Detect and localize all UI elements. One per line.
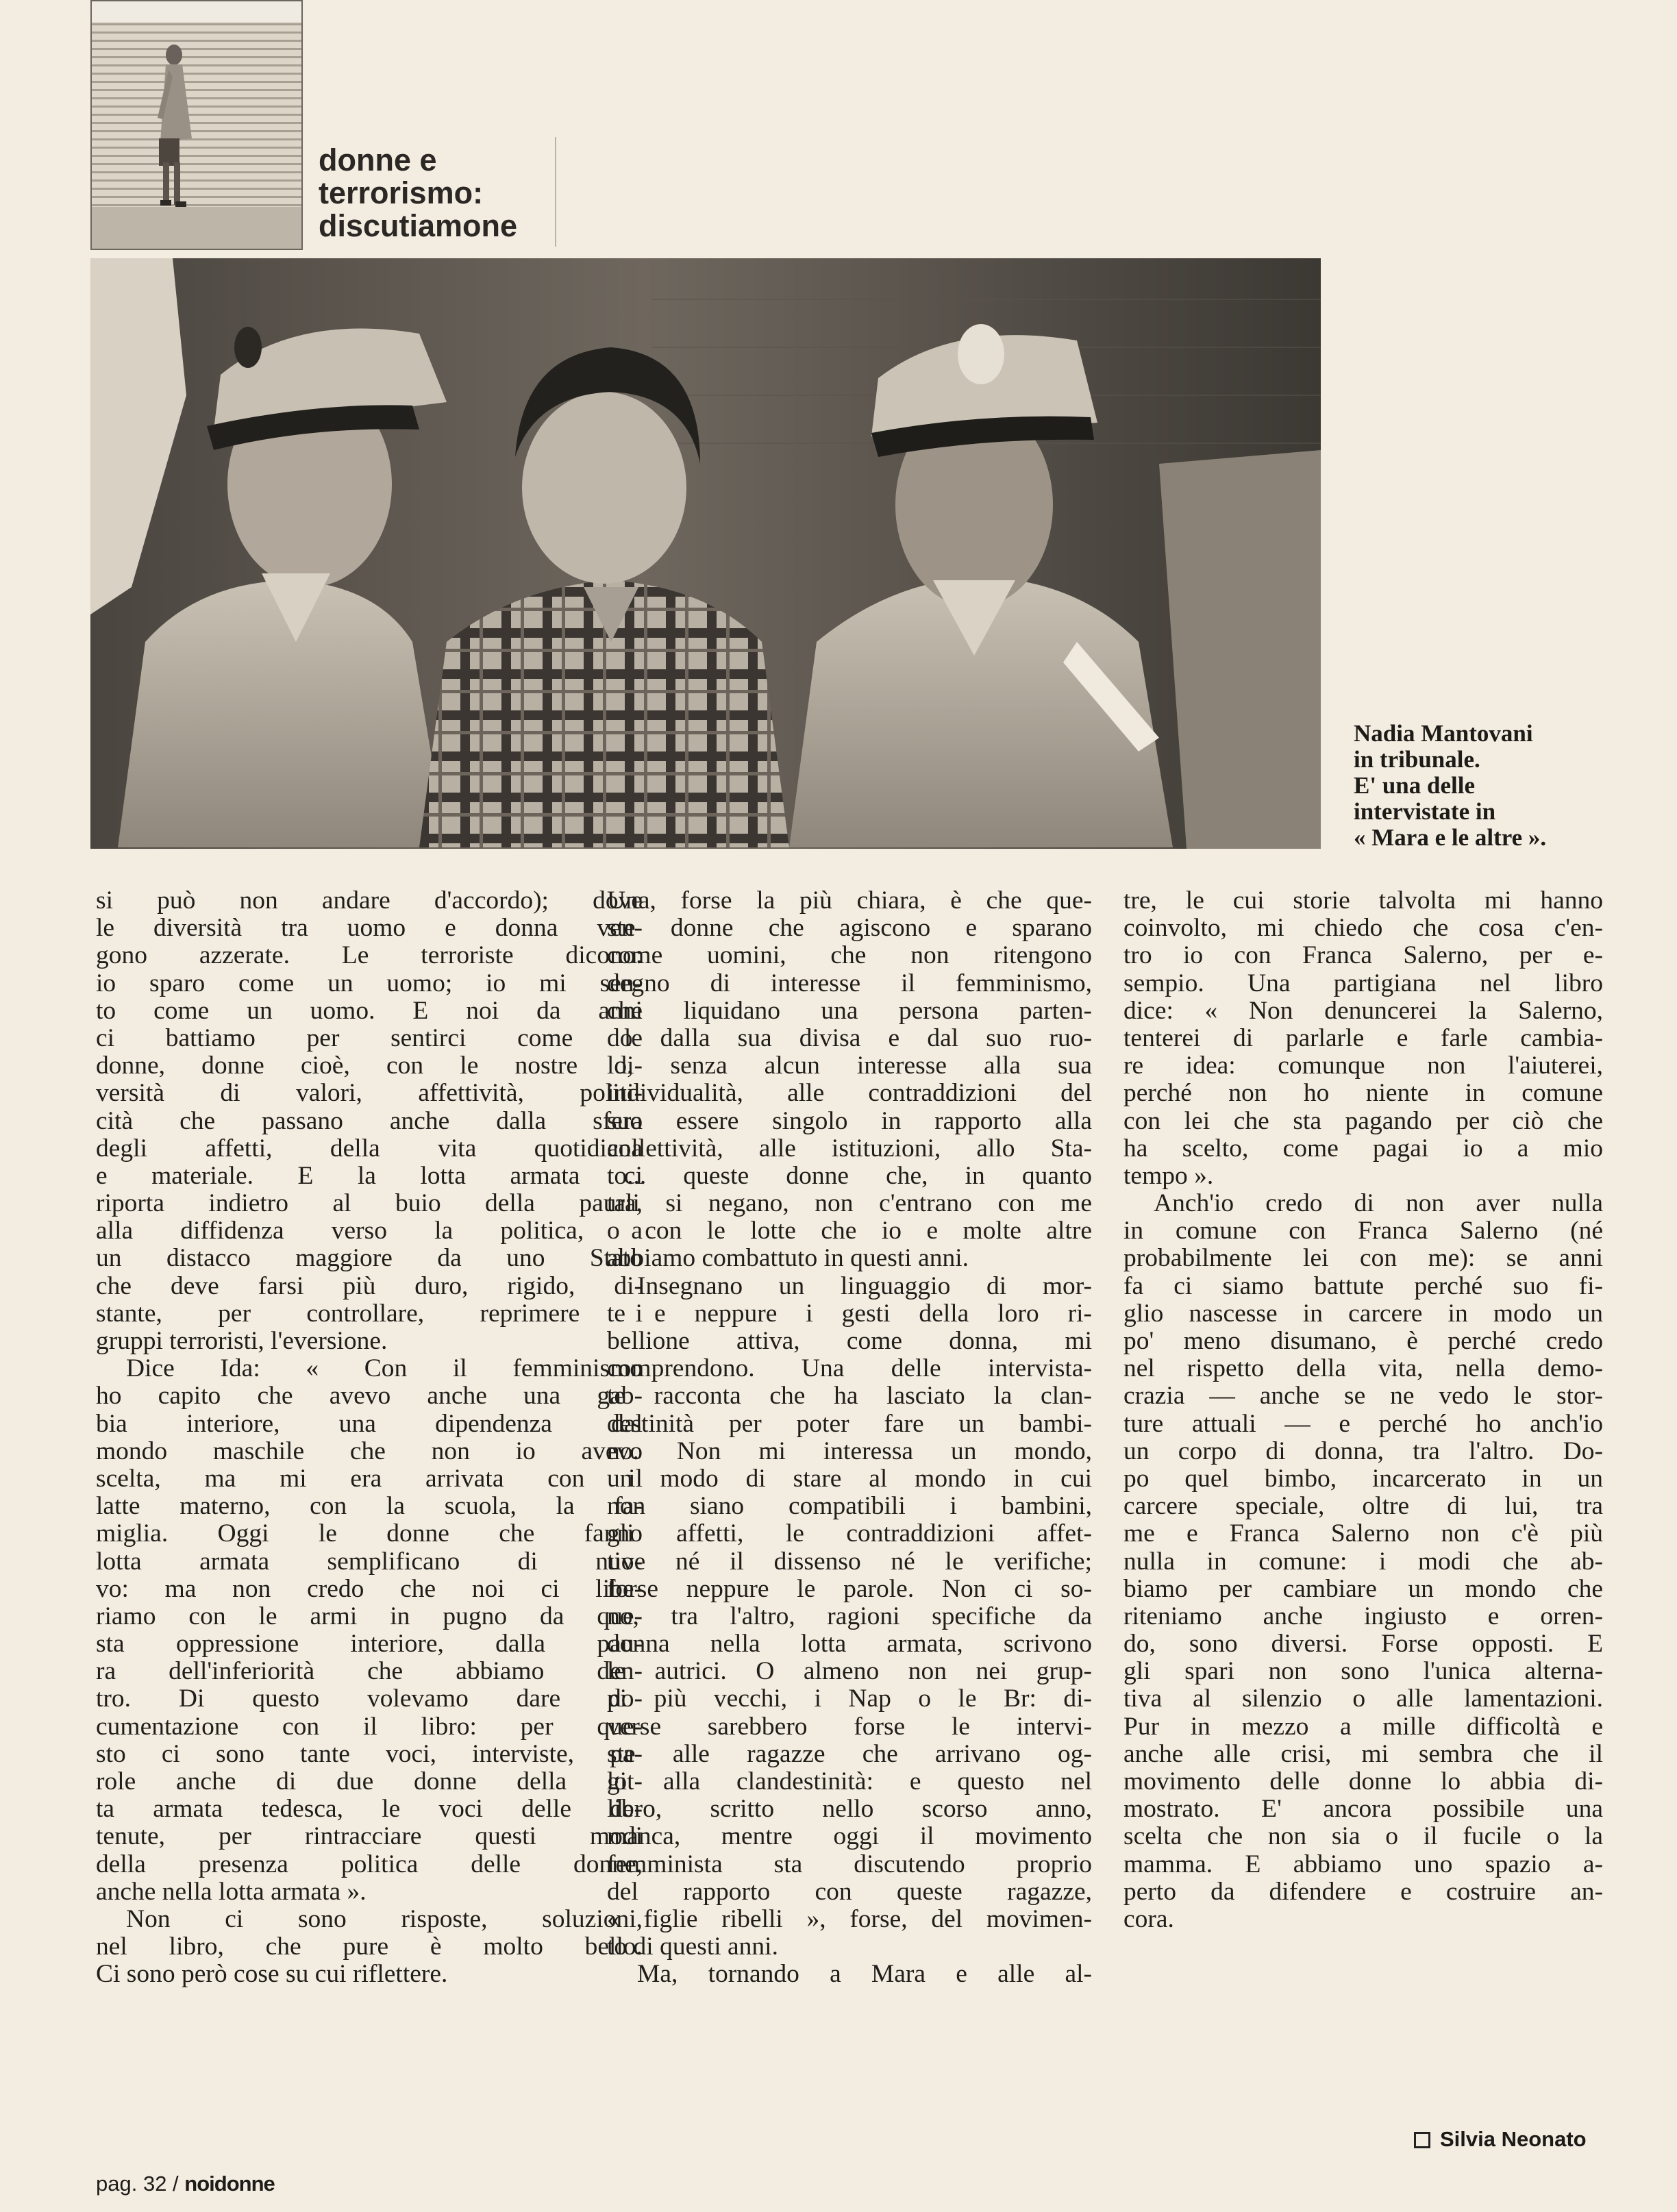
text-line: un modo di stare al mondo in cui: [607, 1464, 1092, 1493]
text-line: Dice Ida: « Con il femminismo: [126, 1354, 643, 1383]
caption-line: « Mara e le altre ».: [1354, 824, 1547, 851]
text-line: in comune con Franca Salerno (né: [1123, 1217, 1603, 1245]
text-line: come uomini, che non ritengono: [607, 941, 1092, 970]
text-line: perto da difendere e costruire an-: [1123, 1877, 1603, 1906]
text-line: sto ci sono tante voci, interviste, pa-: [96, 1739, 643, 1768]
section-title-line-3: discutiamone: [319, 208, 518, 243]
text-line: glio nascesse in carcere in modo un: [1123, 1299, 1603, 1328]
text-line: ci battiamo per sentirci come le: [96, 1023, 643, 1052]
page-footer: [96, 2172, 275, 2196]
text-line: ste alle ragazze che arrivano og-: [607, 1739, 1092, 1768]
text-line: un corpo di donna, tra l'altro. Do-: [1123, 1437, 1603, 1465]
text-line: Ci sono però cose su cui riflettere.: [96, 1960, 448, 1989]
text-line: ta armata tedesca, le voci delle de-: [96, 1795, 643, 1824]
publication-name: noidonne: [184, 2172, 275, 2196]
text-line: riporta indietro al buio della paura,: [96, 1189, 643, 1218]
text-line: ra dell'inferiorità che abbiamo den-: [96, 1657, 643, 1686]
text-line: alla diffidenza verso la politica, a: [96, 1217, 643, 1245]
text-line: femminista sta discutendo proprio: [607, 1850, 1092, 1878]
text-line: tro io con Franca Salerno, per e-: [1123, 941, 1603, 970]
text-line: biamo per cambiare un mondo che: [1123, 1574, 1603, 1603]
text-line: io sparo come un uomo; io mi sen-: [96, 969, 643, 997]
text-line: con lei che sta pagando per ciò che: [1123, 1106, 1603, 1135]
text-line: anche alle crisi, mi sembra che il: [1123, 1739, 1603, 1768]
text-line: gi alla clandestinità: e questo nel: [607, 1767, 1092, 1795]
header-divider: [555, 137, 556, 247]
text-line: riamo con le armi in pugno da que-: [96, 1602, 643, 1630]
text-line: le autrici. O almeno non nei grup-: [607, 1657, 1092, 1686]
text-line: e materiale. E la lotta armata ci: [96, 1161, 643, 1190]
text-line: to... queste donne che, in quanto: [607, 1161, 1092, 1190]
text-line: Ma, tornando a Mara e alle al-: [637, 1960, 1092, 1989]
text-line: si può non andare d'accordo); dove: [96, 886, 643, 915]
text-line: che deve farsi più duro, rigido, di-: [96, 1271, 643, 1300]
text-line: pi più vecchi, i Nap o le Br: di-: [607, 1685, 1092, 1713]
text-line: comprendono. Una delle intervista-: [607, 1354, 1092, 1383]
text-line: probabilmente lei con me): se anni: [1123, 1244, 1603, 1273]
text-line: tiva al silenzio o alle lamentazioni.: [1123, 1685, 1603, 1713]
text-line: gruppi terroristi, l'eversione.: [96, 1327, 388, 1355]
author-name: Silvia Neonato: [1440, 2127, 1587, 2151]
text-line: dice: « Non denuncerei la Salerno,: [1123, 996, 1603, 1025]
text-line: me e Franca Salerno non c'è più: [1123, 1519, 1603, 1548]
text-line: forse neppure le parole. Non ci so-: [607, 1574, 1092, 1603]
text-line: sempio. Una partigiana nel libro: [1123, 969, 1603, 997]
text-line: un distacco maggiore da uno Stato: [96, 1244, 643, 1273]
text-line: to come un uomo. E noi da anni: [96, 996, 643, 1025]
section-title-line-2: terrorismo:: [319, 175, 484, 210]
text-line: nulla in comune: i modi che ab-: [1123, 1547, 1603, 1576]
text-line: ha scelto, come pagai io a mio: [1123, 1134, 1603, 1163]
text-line: collettività, alle istituzioni, allo Sta-: [607, 1134, 1092, 1163]
text-line: po quel bimbo, incarcerato in un: [1123, 1464, 1603, 1493]
section-title: [319, 144, 517, 243]
text-line: tempo ».: [1123, 1161, 1214, 1190]
text-line: anche nella lotta armata ».: [96, 1877, 367, 1906]
text-line: scelta, ma mi era arrivata con il: [96, 1464, 643, 1493]
text-line: della presenza politica delle donne,: [96, 1850, 643, 1878]
text-line: no, tra l'altro, ragioni specifiche da: [607, 1602, 1092, 1630]
text-line: gono azzerate. Le terroriste dicono:: [96, 941, 643, 970]
text-line: degno di interesse il femminismo,: [607, 969, 1092, 997]
text-line: Non ci sono risposte, soluzioni,: [126, 1904, 643, 1933]
text-line: latte materno, con la scuola, la fa-: [96, 1492, 643, 1521]
end-mark-icon: [1414, 2132, 1430, 2148]
text-line: ture attuali — e perché ho anch'io: [1123, 1409, 1603, 1438]
text-line: role anche di due donne della lot-: [96, 1767, 643, 1795]
text-line: degli affetti, della vita quotidiana: [96, 1134, 643, 1163]
text-line: tenterei di parlarle e farle cambia-: [1123, 1023, 1603, 1052]
article-column-1: [96, 887, 643, 1989]
text-line: destinità per poter fare un bambi-: [607, 1409, 1092, 1438]
text-line: donna nella lotta armata, scrivono: [607, 1630, 1092, 1658]
caption-line: Nadia Mantovani: [1354, 720, 1533, 747]
text-line: riteniamo anche ingiusto e orren-: [1123, 1602, 1603, 1630]
text-line: tre, le cui storie talvolta mi hanno: [1123, 886, 1603, 915]
text-line: suo essere singolo in rapporto alla: [607, 1106, 1092, 1135]
text-line: bellione attiva, come donna, mi: [607, 1327, 1092, 1355]
text-line: ste donne che agiscono e sparano: [607, 914, 1092, 943]
text-line: to di questi anni.: [607, 1933, 778, 1961]
text-line: del rapporto con queste ragazze,: [607, 1877, 1092, 1906]
text-line: tive né il dissenso né le verifiche;: [607, 1547, 1092, 1576]
text-line: Una, forse la più chiara, è che que-: [607, 886, 1092, 915]
text-line: stante, per controllare, reprimere i: [96, 1299, 643, 1328]
text-line: crazia — anche se ne vedo le stor-: [1123, 1382, 1603, 1411]
text-line: te racconta che ha lasciato la clan-: [607, 1382, 1092, 1411]
text-line: individualità, alle contraddizioni del: [607, 1079, 1092, 1108]
text-line: scelta che non sia o il fucile o la: [1123, 1822, 1603, 1851]
page-number: pag. 32 /: [96, 2172, 179, 2196]
text-line: vo: ma non credo che noi ci libe-: [96, 1574, 643, 1603]
text-line: cumentazione con il libro: per que-: [96, 1712, 643, 1741]
text-line: lotta armata semplificano di nuo-: [96, 1547, 643, 1576]
text-line: coinvolto, mi chiedo che cosa c'en-: [1123, 914, 1603, 943]
text-line: po' meno disumano, è perché credo: [1123, 1327, 1603, 1355]
text-line: do dalla sua divisa e dal suo ruo-: [607, 1023, 1092, 1052]
photo-caption: [1354, 721, 1546, 851]
text-line: tro. Di questo volevamo dare do-: [96, 1685, 643, 1713]
text-line: lo, senza alcun interesse alla sua: [607, 1052, 1092, 1080]
text-line: nel rispetto della vita, nella demo-: [1123, 1354, 1603, 1383]
header-thumbnail-photo: [90, 0, 303, 250]
text-line: verse sarebbero forse le intervi-: [607, 1712, 1092, 1741]
caption-line: in tribunale.: [1354, 746, 1480, 773]
text-line: non siano compatibili i bambini,: [607, 1492, 1092, 1521]
text-line: o con le lotte che io e molte altre: [607, 1217, 1092, 1245]
text-line: carcere speciale, oltre di lui, tra: [1123, 1492, 1603, 1521]
text-line: miglia. Oggi le donne che fanno: [96, 1519, 643, 1548]
text-line: versità di valori, affettività, politi-: [96, 1079, 643, 1108]
main-photo-tribunal: [90, 258, 1321, 849]
text-line: fa ci siamo battute perché suo fi-: [1123, 1271, 1603, 1300]
text-line: libro, scritto nello scorso anno,: [607, 1795, 1092, 1824]
article-column-3: [1123, 887, 1603, 1933]
text-line: Pur in mezzo a mille difficoltà e: [1123, 1712, 1603, 1741]
text-line: « figlie ribelli », forse, del movimen-: [607, 1904, 1092, 1933]
text-line: abbiamo combattuto in questi anni.: [607, 1244, 969, 1273]
text-line: sta oppressione interiore, dalla pau-: [96, 1630, 643, 1658]
author-signature: [1414, 2127, 1587, 2152]
text-line: cità che passano anche dalla sfera: [96, 1106, 643, 1135]
caption-line: intervistate in: [1354, 798, 1496, 825]
text-line: mondo maschile che non io avevo: [96, 1437, 643, 1465]
text-line: manca, mentre oggi il movimento: [607, 1822, 1092, 1851]
text-line: nel libro, che pure è molto bello.: [96, 1933, 643, 1961]
article-column-2: [607, 887, 1092, 1989]
text-line: le diversità tra uomo e donna ven-: [96, 914, 643, 943]
text-line: Insegnano un linguaggio di mor-: [637, 1271, 1092, 1300]
text-line: tenute, per rintracciare questi modi: [96, 1822, 643, 1851]
text-line: re idea: comunque non l'aiuterei,: [1123, 1052, 1603, 1080]
text-line: perché non ho niente in comune: [1123, 1079, 1603, 1108]
text-line: te e neppure i gesti della loro ri-: [607, 1299, 1092, 1328]
text-line: movimento delle donne lo abbia di-: [1123, 1767, 1603, 1795]
text-line: no. Non mi interessa un mondo,: [607, 1437, 1092, 1465]
section-title-line-1: donne e: [319, 142, 437, 177]
text-line: cora.: [1123, 1904, 1174, 1933]
text-line: donne, donne cioè, con le nostre di-: [96, 1052, 643, 1080]
text-line: che liquidano una persona parten-: [607, 996, 1092, 1025]
text-line: bia interiore, una dipendenza dal: [96, 1409, 643, 1438]
text-line: do, sono diversi. Forse opposti. E: [1123, 1630, 1603, 1658]
caption-line: E' una delle: [1354, 772, 1475, 799]
text-line: mamma. E abbiamo uno spazio a-: [1123, 1850, 1603, 1878]
text-line: ho capito che avevo anche una gab-: [96, 1382, 643, 1411]
text-line: gli spari non sono l'unica alterna-: [1123, 1657, 1603, 1686]
text-line: Anch'io credo di non aver nulla: [1154, 1189, 1603, 1218]
text-line: mostrato. E' ancora possibile una: [1123, 1795, 1603, 1824]
text-line: gli affetti, le contraddizioni affet-: [607, 1519, 1092, 1548]
text-line: tali si negano, non c'entrano con me: [607, 1189, 1092, 1218]
